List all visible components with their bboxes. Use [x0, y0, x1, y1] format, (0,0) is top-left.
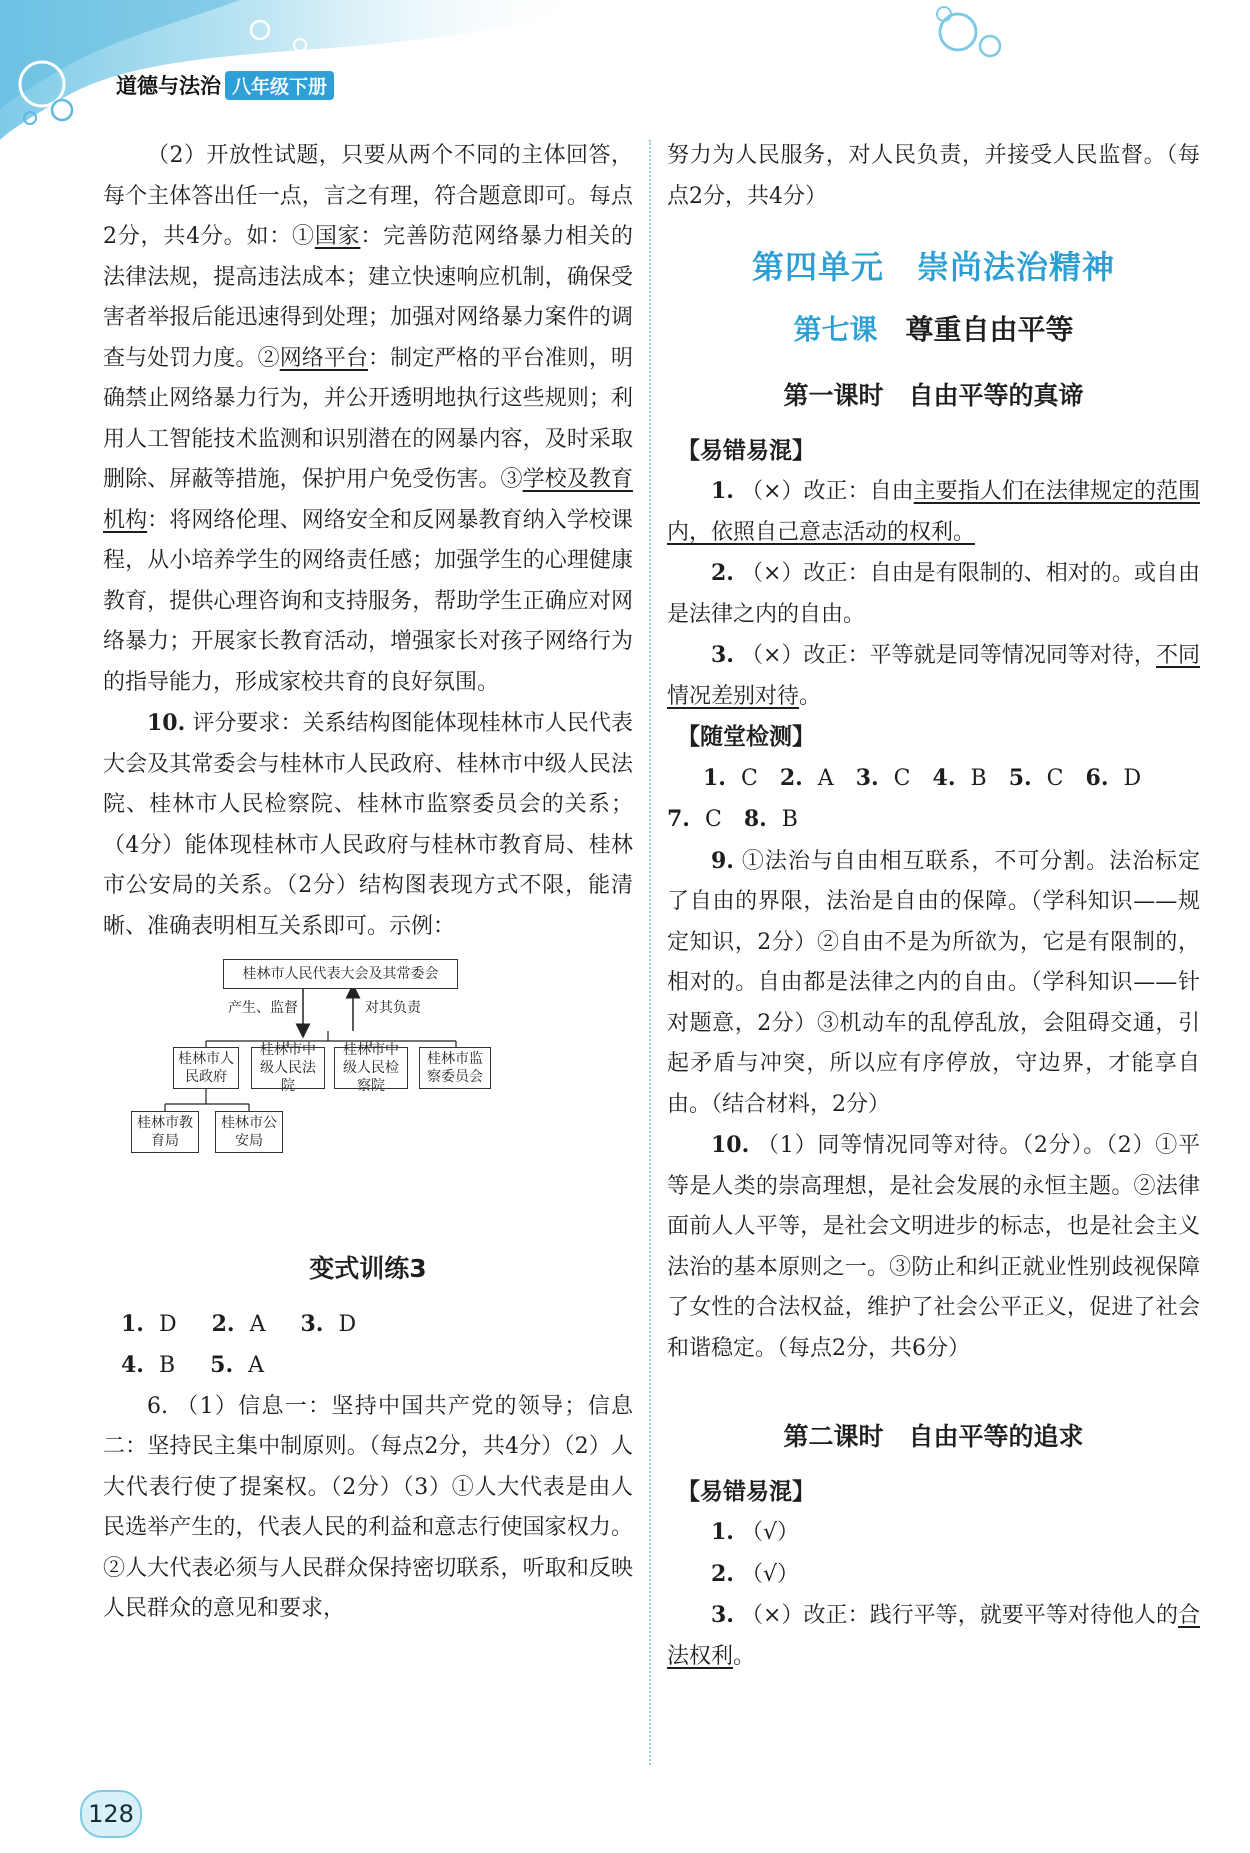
box-education-bureau: 桂林市教育局: [131, 1111, 199, 1153]
book-title: [116, 70, 334, 100]
mc-answers-r-1-6: 1. C 2. A 3. C 4. B 5. C 6. D: [703, 764, 1142, 791]
box-supervision: 桂林市监察委员会: [419, 1047, 491, 1089]
lesson-title: [667, 310, 1200, 351]
right-column: [667, 136, 1200, 1677]
section-2-title: 第二课时 自由平等的追求: [783, 1422, 1084, 1451]
heading-variant-3: 变式训练3: [309, 1254, 427, 1283]
subject-school: 学校及教育机构: [103, 467, 633, 533]
mc-answers-r-7-8: 7. C 8. B: [667, 806, 798, 832]
answer-9-2: （2）开放性试题，只要从两个不同的主体回答，每个主体答出任一点，言之有理，符合题意即可。每点2分，共4分。如：①国家：完善防范网络暴力相关的法律法规，提高违法成本；建立快速响应机制，确保受害者举报后能迅速得到处理；加强对网络暴力案件的调查与处罚力度。②网络平台：制定严格的平台准则，明确禁止网络暴力行为，并公开透明地执行这些规则；利用人工智能技术监测和识别潜在的网暴内容，及时采取删除、屏蔽等措施，保护用户免受伤害。③学校及教育机构：将网络伦理、网络安全和反网暴教育纳入学校课程，从小培养学生的网络责任感；加强学生的心理健康教育，提供心理咨询和支持服务，帮助学生正确应对网络暴力；开展家长教育活动，增强家长对孩子网络行为的指导能力，形成家校共育的良好氛围。: [103, 143, 633, 695]
correction-3: 3. （×）改正：平等就是同等情况同等对待，不同情况差别对待。: [667, 642, 1200, 709]
left-column: [103, 136, 633, 1630]
judgement-3: 3. （×）改正：践行平等，就要平等对待他人的合法权利。: [667, 1602, 1201, 1669]
tag-common-errors-1: 【易错易混】: [677, 437, 815, 464]
tag-common-errors-2: 【易错易混】: [677, 1478, 815, 1505]
mc-answers-1-3: 1. D 2. A 3. D: [121, 1310, 357, 1337]
mc-answers-4-5: 4. B 5. A: [121, 1352, 264, 1378]
subject-state: 国家: [314, 224, 361, 249]
label-responsible: 对其负责: [365, 1000, 421, 1016]
subject-name: 道德与法治: [116, 74, 221, 98]
box-police-bureau: 桂林市公安局: [215, 1111, 283, 1153]
grade-tag: 八年级下册: [225, 71, 334, 100]
box-court: 桂林市中级人民法院: [251, 1047, 325, 1089]
unit-title: 第四单元 崇尚法治精神: [751, 248, 1115, 286]
tag-class-test: 【随堂检测】: [677, 724, 815, 750]
subject-platform: 网络平台: [279, 345, 369, 371]
label-produce-supervise: 产生、监督: [228, 1000, 298, 1016]
page-number: 128: [80, 1790, 142, 1838]
lesson-name: 尊重自由平等: [905, 312, 1074, 346]
answer-10-left: 10. 评分要求：关系结构图能体现桂林市人民代表大会及其常委会与桂林市人民政府、桂林市中级人民法院、桂林市人民检察院、桂林市监察委员会的关系；（4分）能体现桂林市人民政府与桂林市教育局、桂林市公安局的关系。（2分）结构图表现方式不限，能清晰、准确表明相互关系即可。示例：: [103, 710, 633, 939]
box-procuratorate: 桂林市中级人民检察院: [334, 1047, 408, 1089]
structure-diagram: [103, 959, 633, 1229]
section-1-title: 第一课时 自由平等的真谛: [783, 381, 1084, 410]
correction-2: 2. （×）改正：自由是有限制的、相对的。或自由是法律之内的自由。: [667, 560, 1201, 627]
box-congress: 桂林市人民代表大会及其常委会: [223, 959, 458, 989]
answer-10-right: 10. （1）同等情况同等对待。（2分）。（2）①平等是人类的崇高理想，是社会发展的永恒主题。②法律面前人人平等，是社会文明进步的标志，也是社会主义法治的基本原则之一。③防止和纠正就业性别歧视保障了女性的合法权益，维护了社会公平正义，促进了社会和谐稳定。（每点2分，共6分）: [667, 1132, 1200, 1361]
judgement-1: 1. （√）: [711, 1519, 799, 1545]
judgement-2: 2. （√）: [711, 1560, 799, 1587]
answer-6: 6. （1）信息一：坚持中国共产党的领导；信息二：坚持民主集中制原则。（每点2分，共4分）（2）人大代表行使了提案权。（2分）（3）①人大代表是由人民选举产生的，代表人民的利益和意志行使国家权力。②人大代表必须与人民群众保持密切联系，听取和反映人民群众的意见和要求，: [103, 1393, 633, 1621]
answer-9-right: 9. ①法治与自由相互联系，不可分割。法治标定了自由的界限，法治是自由的保障。（学科知识——规定知识，2分）②自由不是为所欲为，它是有限制的，相对的。自由都是法律之内的自由。（学科知识——针对题意，2分）③机动车的乱停乱放，会阻碍交通，引起矛盾与冲突，所以应有序停放，守边界，才能享自由。（结合材料，2分）: [667, 847, 1200, 1117]
lesson-number: 第七课: [793, 312, 878, 346]
answer-6-continued: 努力为人民服务，对人民负责，并接受人民监督。（每点2分，共4分）: [667, 143, 1200, 209]
column-divider: [649, 140, 651, 1765]
correction-1: 1. （×）改正：自由主要指人们在法律规定的范围内，依照自己意志活动的权利。: [667, 478, 1200, 545]
box-government: 桂林市人民政府: [173, 1047, 239, 1089]
